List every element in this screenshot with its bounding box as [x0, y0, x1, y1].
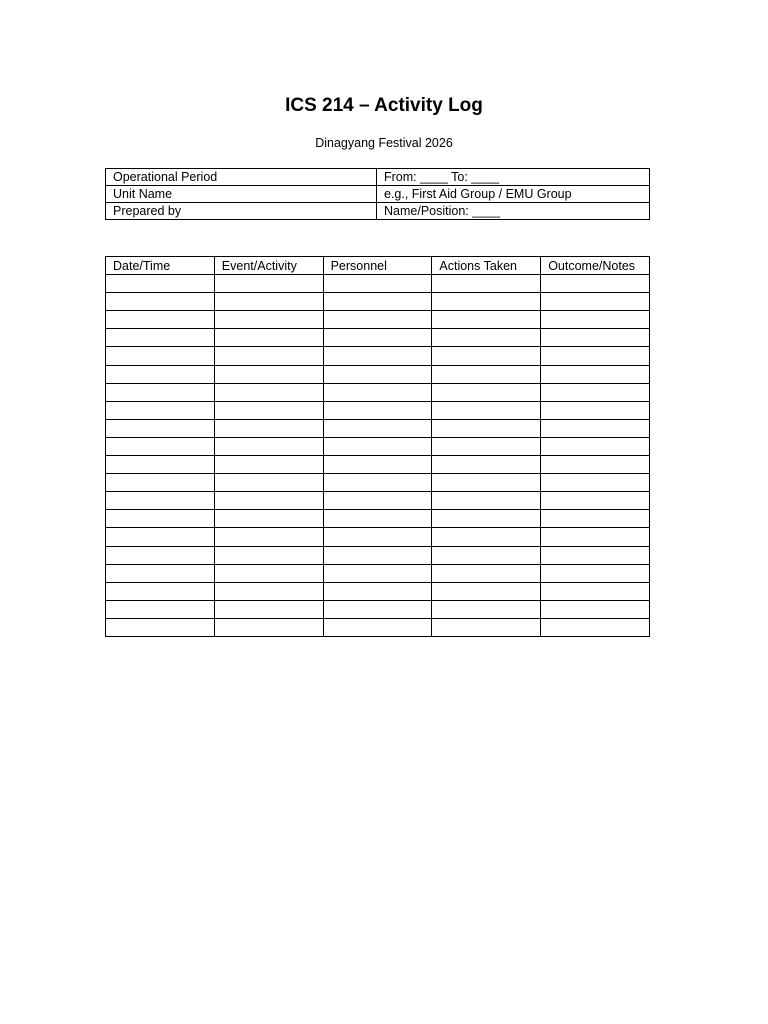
log-cell[interactable]: [541, 456, 650, 474]
log-cell[interactable]: [214, 510, 323, 528]
info-label: Operational Period: [106, 169, 377, 186]
log-row: [106, 546, 650, 564]
log-cell[interactable]: [214, 293, 323, 311]
log-cell[interactable]: [432, 492, 541, 510]
log-cell[interactable]: [106, 456, 215, 474]
log-row: [106, 401, 650, 419]
log-cell[interactable]: [106, 293, 215, 311]
log-cell[interactable]: [432, 618, 541, 636]
log-row: [106, 437, 650, 455]
log-cell[interactable]: [323, 492, 432, 510]
log-cell[interactable]: [541, 419, 650, 437]
log-cell[interactable]: [106, 528, 215, 546]
log-cell[interactable]: [214, 528, 323, 546]
log-cell[interactable]: [541, 564, 650, 582]
log-row: [106, 618, 650, 636]
log-cell[interactable]: [541, 329, 650, 347]
header-actions-taken: Actions Taken: [432, 257, 541, 275]
log-row: [106, 329, 650, 347]
info-row-unit-name: [106, 186, 650, 203]
log-cell[interactable]: [106, 383, 215, 401]
info-label: Prepared by: [106, 203, 377, 220]
log-cell[interactable]: [323, 311, 432, 329]
log-cell[interactable]: [432, 311, 541, 329]
log-cell[interactable]: [323, 456, 432, 474]
log-cell[interactable]: [541, 347, 650, 365]
log-cell[interactable]: [541, 582, 650, 600]
log-cell[interactable]: [214, 492, 323, 510]
log-cell[interactable]: [106, 275, 215, 293]
log-cell[interactable]: [432, 564, 541, 582]
log-cell[interactable]: [323, 528, 432, 546]
info-table: [105, 168, 650, 220]
log-cell[interactable]: [432, 437, 541, 455]
info-label: Unit Name: [106, 186, 377, 203]
log-row: [106, 456, 650, 474]
log-cell[interactable]: [106, 401, 215, 419]
log-cell[interactable]: [323, 618, 432, 636]
log-row: [106, 528, 650, 546]
log-row: [106, 383, 650, 401]
log-cell[interactable]: [432, 419, 541, 437]
log-cell[interactable]: [323, 293, 432, 311]
log-cell[interactable]: [541, 528, 650, 546]
log-cell[interactable]: [323, 582, 432, 600]
log-cell[interactable]: [323, 365, 432, 383]
log-cell[interactable]: [323, 564, 432, 582]
info-row-prepared-by: [106, 203, 650, 220]
header-outcome-notes: Outcome/Notes: [541, 257, 650, 275]
log-cell[interactable]: [106, 582, 215, 600]
log-cell[interactable]: [323, 347, 432, 365]
log-cell[interactable]: [214, 437, 323, 455]
log-cell[interactable]: [106, 329, 215, 347]
log-cell[interactable]: [541, 437, 650, 455]
log-cell[interactable]: [432, 401, 541, 419]
log-cell[interactable]: [541, 275, 650, 293]
log-row: [106, 600, 650, 618]
log-cell[interactable]: [214, 383, 323, 401]
log-cell[interactable]: [541, 546, 650, 564]
log-cell[interactable]: [106, 311, 215, 329]
log-row: [106, 492, 650, 510]
log-row: [106, 510, 650, 528]
log-cell[interactable]: [323, 474, 432, 492]
log-cell[interactable]: [432, 383, 541, 401]
log-row: [106, 311, 650, 329]
document-title: ICS 214 – Activity Log: [285, 95, 483, 116]
log-cell[interactable]: [214, 329, 323, 347]
log-cell[interactable]: [541, 383, 650, 401]
log-cell[interactable]: [214, 546, 323, 564]
log-cell[interactable]: [106, 564, 215, 582]
log-cell[interactable]: [106, 510, 215, 528]
log-cell[interactable]: [323, 546, 432, 564]
log-cell[interactable]: [106, 492, 215, 510]
log-cell[interactable]: [541, 293, 650, 311]
log-table-body: [106, 275, 650, 637]
log-cell[interactable]: [323, 510, 432, 528]
log-cell[interactable]: [541, 600, 650, 618]
info-row-operational-period: [106, 169, 650, 186]
log-cell[interactable]: [214, 275, 323, 293]
log-cell[interactable]: [323, 437, 432, 455]
log-cell[interactable]: [541, 365, 650, 383]
log-cell[interactable]: [214, 401, 323, 419]
log-cell[interactable]: [432, 456, 541, 474]
log-cell[interactable]: [432, 546, 541, 564]
info-value[interactable]: From: ____ To: ____: [377, 169, 650, 186]
activity-log-table: [105, 256, 650, 637]
log-cell[interactable]: [106, 546, 215, 564]
log-row: [106, 293, 650, 311]
log-cell[interactable]: [214, 347, 323, 365]
info-value[interactable]: e.g., First Aid Group / EMU Group: [377, 186, 650, 203]
log-cell[interactable]: [214, 582, 323, 600]
log-cell[interactable]: [432, 365, 541, 383]
log-cell[interactable]: [106, 365, 215, 383]
log-cell[interactable]: [214, 365, 323, 383]
log-cell[interactable]: [432, 293, 541, 311]
log-cell[interactable]: [432, 582, 541, 600]
header-event-activity: Event/Activity: [214, 257, 323, 275]
log-cell[interactable]: [323, 600, 432, 618]
log-cell[interactable]: [541, 311, 650, 329]
log-header-row: [106, 257, 650, 275]
log-cell[interactable]: [323, 383, 432, 401]
log-cell[interactable]: [214, 618, 323, 636]
log-cell[interactable]: [323, 419, 432, 437]
log-row: [106, 419, 650, 437]
document-subtitle: Dinagyang Festival 2026: [315, 136, 453, 150]
log-row: [106, 564, 650, 582]
log-cell[interactable]: [432, 275, 541, 293]
log-cell[interactable]: [214, 456, 323, 474]
log-cell[interactable]: [432, 347, 541, 365]
log-cell[interactable]: [432, 329, 541, 347]
log-cell[interactable]: [323, 329, 432, 347]
log-cell[interactable]: [106, 600, 215, 618]
log-row: [106, 347, 650, 365]
log-row: [106, 474, 650, 492]
log-row: [106, 275, 650, 293]
log-cell[interactable]: [214, 311, 323, 329]
log-cell[interactable]: [323, 275, 432, 293]
log-cell[interactable]: [214, 419, 323, 437]
log-cell[interactable]: [214, 600, 323, 618]
log-cell[interactable]: [432, 528, 541, 546]
log-row: [106, 365, 650, 383]
log-cell[interactable]: [541, 492, 650, 510]
log-row: [106, 582, 650, 600]
log-cell[interactable]: [541, 474, 650, 492]
log-cell[interactable]: [106, 474, 215, 492]
log-cell[interactable]: [323, 401, 432, 419]
log-cell[interactable]: [214, 564, 323, 582]
header-personnel: Personnel: [323, 257, 432, 275]
log-cell[interactable]: [106, 618, 215, 636]
log-cell[interactable]: [432, 600, 541, 618]
log-cell[interactable]: [432, 510, 541, 528]
log-cell[interactable]: [214, 474, 323, 492]
log-cell[interactable]: [541, 510, 650, 528]
log-cell[interactable]: [541, 401, 650, 419]
log-cell[interactable]: [541, 618, 650, 636]
log-cell[interactable]: [106, 437, 215, 455]
info-value[interactable]: Name/Position: ____: [377, 203, 650, 220]
header-date-time: Date/Time: [106, 257, 215, 275]
log-cell[interactable]: [106, 347, 215, 365]
log-cell[interactable]: [432, 474, 541, 492]
log-cell[interactable]: [106, 419, 215, 437]
